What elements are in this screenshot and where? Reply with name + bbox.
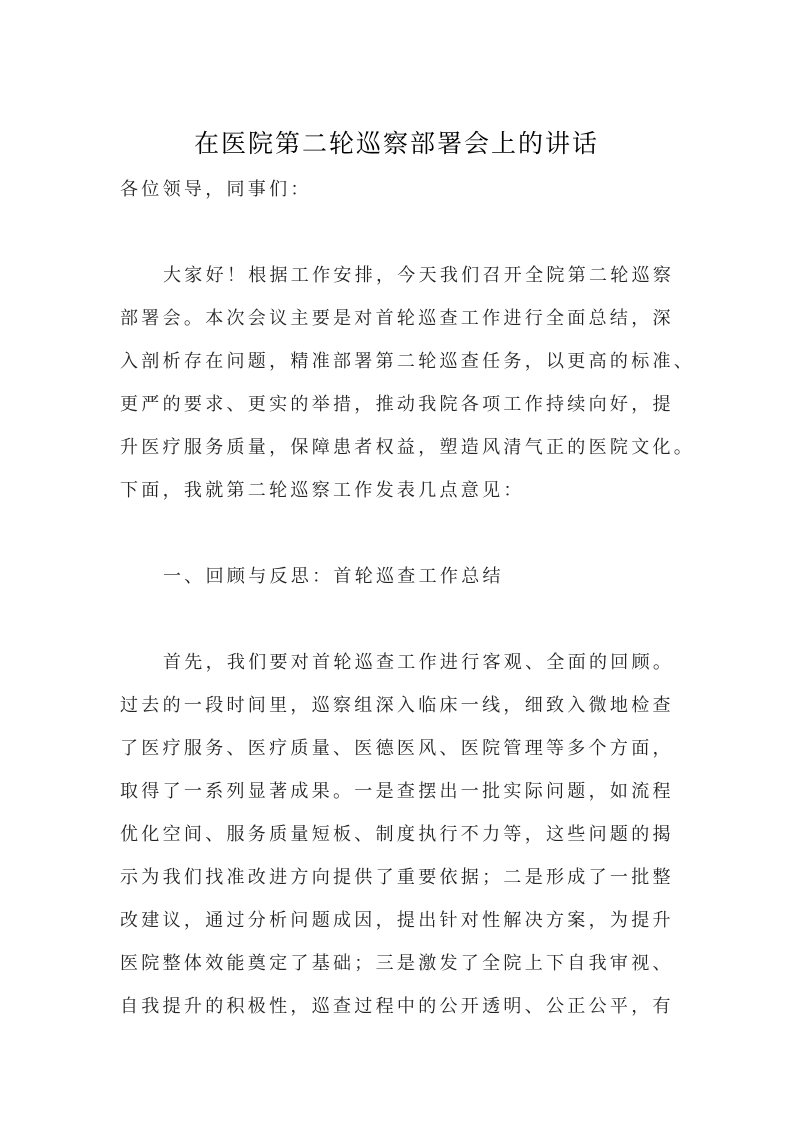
paragraph-line: 医院整体效能奠定了基础；三是激发了全院上下自我审视、 (120, 953, 674, 974)
document-title: 在医院第二轮巡察部署会上的讲话 (193, 129, 599, 158)
paragraph-line: 自我提升的积极性，巡查过程中的公开透明、公正公平，有 (120, 996, 674, 1017)
spacer (120, 598, 676, 641)
spacer (120, 512, 676, 555)
paragraph-line: 升医疗服务质量，保障患者权益，塑造风清气正的医院文化。 (120, 437, 696, 458)
paragraph-line: 更严的要求、更实的举措，推动我院各项工作持续向好，提 (120, 394, 674, 415)
paragraph-intro (120, 254, 696, 512)
paragraph-line: 下面，我就第二轮巡察工作发表几点意见： (120, 480, 525, 501)
salutation: 各位领导，同事们： (120, 179, 312, 200)
paragraph-line: 大家好！根据工作安排，今天我们召开全院第二轮巡察 (163, 265, 675, 286)
paragraph-line: 过去的一段时间里，巡察组深入临床一线，细致入微地检查 (120, 695, 674, 716)
paragraph-line: 取得了一系列显著成果。一是查摆出一批实际问题，如流程 (120, 781, 674, 802)
paragraph-line: 优化空间、服务质量短板、制度执行不力等，这些问题的揭 (120, 824, 674, 845)
document-body (120, 168, 696, 1028)
paragraph-review (120, 641, 676, 1028)
paragraph-line: 入剖析存在问题，精准部署第二轮巡查任务，以更高的标准、 (120, 351, 696, 372)
paragraph-line: 部署会。本次会议主要是对首轮巡查工作进行全面总结，深 (120, 308, 674, 329)
paragraph-line: 首先，我们要对首轮巡查工作进行客观、全面的回顾。 (163, 652, 675, 673)
paragraph-line: 示为我们找准改进方向提供了重要依据；二是形成了一批整 (120, 867, 674, 888)
spacer (120, 211, 676, 254)
section-heading: 一、回顾与反思：首轮巡查工作总结 (163, 566, 504, 587)
paragraph-line: 了医疗服务、医疗质量、医德医风、医院管理等多个方面， (120, 738, 674, 759)
paragraph-line: 改建议，通过分析问题成因，提出针对性解决方案，为提升 (120, 910, 674, 931)
